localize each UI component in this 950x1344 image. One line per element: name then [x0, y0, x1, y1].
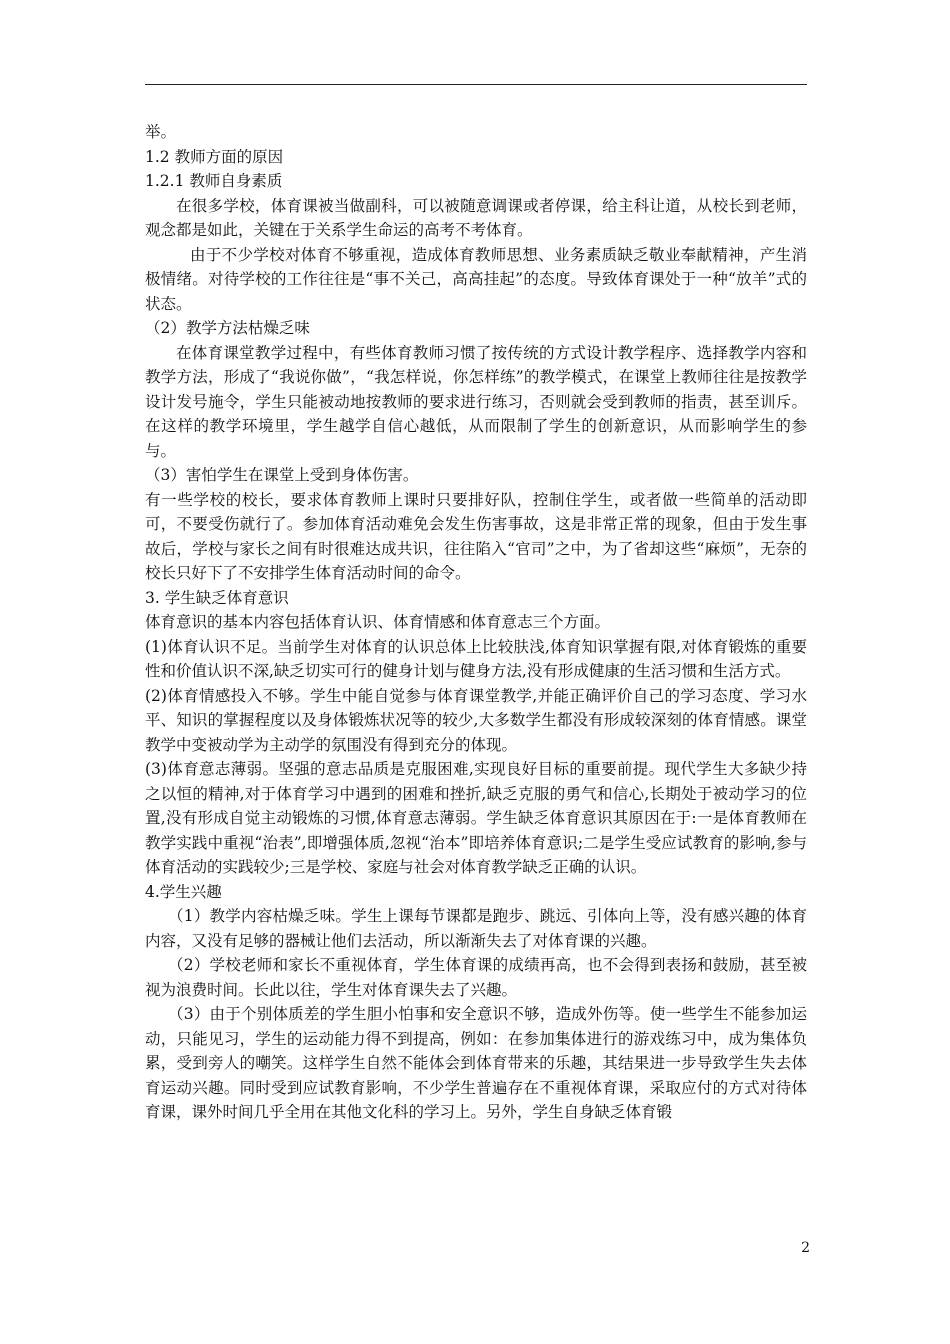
paragraph: （3）由于个别体质差的学生胆小怕事和安全意识不够，造成外伤等。使一些学生不能参加运动，只能见习，学生的运动能力得不到提高，例如：在参加集体进行的游戏练习中，成为集体负累，受到旁人的嘲笑。这样学生自然不能体会到体育带来的乐趣，其结果进一步导致学生失去体育运动兴趣。同时受到应试教育影响，不少学生普遍存在不重视体育课，采取应付的方式对待体育课，课外时间几乎全用在其他文化科的学习上。另外，学生自身缺乏体育锻: [145, 1005, 807, 1121]
paragraph: （2）学校老师和家长不重视体育，学生体育课的成绩再高，也不会得到表扬和鼓励，甚至被视为浪费时间。长此以往，学生对体育课失去了兴趣。: [145, 956, 807, 999]
document-body: [145, 120, 807, 1125]
subsection-heading: （3）害怕学生在课堂上受到身体伤害。: [145, 466, 419, 484]
paragraph: 由于不少学校对体育不够重视，造成体育教师思想、业务素质缺乏敬业奉献精神，产生消极情绪。对待学校的工作往往是“事不关己，高高挂起”的态度。导致体育课处于一种“放羊”式的状态。: [145, 245, 807, 313]
subsection-heading: （2）教学方法枯燥乏味: [145, 319, 310, 337]
section-heading: 4.学生兴趣: [145, 882, 222, 901]
paragraph: (1)体育认识不足。当前学生对体育的认识总体上比较肤浅,体育知识掌握有限,对体育锻炼的重要性和价值认识不深,缺乏切实可行的健身计划与健身方法,没有形成健康的生活习惯和生活方式。: [145, 637, 807, 680]
paragraph: (2)体育情感投入不够。学生中能自觉参与体育课堂教学,并能正确评价自己的学习态度、学习水平、知识的掌握程度以及身体锻炼状况等的较少,大多数学生都没有形成较深刻的体育情感。课堂教学中变被动学为主动学的氛围没有得到充分的体现。: [145, 686, 807, 754]
subsection-heading: 1.2.1 教师自身素质: [145, 172, 283, 190]
header-rule: [145, 84, 807, 85]
paragraph: 举。: [145, 123, 177, 141]
paragraph: 在很多学校，体育课被当做副科，可以被随意调课或者停课，给主科让道，从校长到老师，观念都是如此，关键在于关系学生命运的高考不考体育。: [145, 196, 807, 239]
paragraph: （1）教学内容枯燥乏味。学生上课每节课都是跑步、跳远、引体向上等，没有感兴趣的体育内容，又没有足够的器械让他们去活动，所以渐渐失去了对体育课的兴趣。: [145, 907, 807, 950]
paragraph: 体育意识的基本内容包括体育认识、体育情感和体育意志三个方面。: [145, 613, 611, 631]
section-heading: 3. 学生缺乏体育意识: [145, 588, 289, 607]
page-number: 2: [801, 1240, 810, 1256]
section-heading: 1.2 教师方面的原因: [145, 147, 284, 166]
paragraph: 在体育课堂教学过程中，有些体育教师习惯了按传统的方式设计教学程序、选择教学内容和教学方法，形成了“我说你做”，“我怎样说，你怎样练”的教学模式，在课堂上教师往往是按教学设计发号施令，学生只能被动地按教师的要求进行练习，否则就会受到教师的指责，甚至训斥。在这样的教学环境里，学生越学自信心越低，从而限制了学生的创新意识，从而影响学生的参与。: [145, 343, 807, 460]
paragraph: (3)体育意志薄弱。坚强的意志品质是克服困难,实现良好目标的重要前提。现代学生大多缺少持之以恒的精神,对于体育学习中遇到的困难和挫折,缺乏克服的勇气和信心,长期处于被动学习的位置,没有形成自觉主动锻炼的习惯,体育意志薄弱。学生缺乏体育意识其原因在于:一是体育教师在教学实践中重视“治表”,即增强体质,忽视“治本”即培养体育意识;二是学生受应试教育的影响,参与体育活动的实践较少;三是学校、家庭与社会对体育教学缺乏正确的认识。: [145, 760, 807, 876]
paragraph: 有一些学校的校长，要求体育教师上课时只要排好队，控制住学生，或者做一些简单的活动即可，不要受伤就行了。参加体育活动难免会发生伤害事故，这是非常正常的现象，但由于发生事故后，学校与家长之间有时很难达成共识，往往陷入“官司”之中，为了省却这些“麻烦”，无奈的校长只好下了不安排学生体育活动时间的命令。: [145, 490, 807, 582]
